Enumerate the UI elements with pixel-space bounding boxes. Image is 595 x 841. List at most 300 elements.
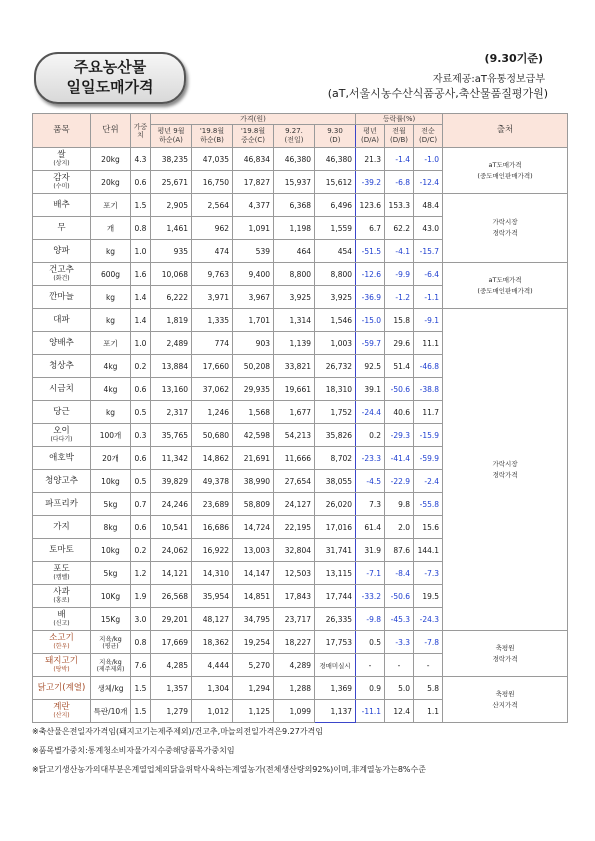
table-row bbox=[33, 194, 568, 217]
price-value: 1,198 bbox=[274, 217, 315, 240]
price-value: 14,851 bbox=[233, 585, 274, 608]
price-value: 1,546 bbox=[315, 309, 356, 332]
footnote: ※축산물은전일자가격임(돼지고기는제주제외)/건고추,마늘의전일가격은9.27가격임 bbox=[32, 727, 324, 736]
header-rate-col: 전순 (D/C) bbox=[414, 125, 443, 148]
rate-value: -41.4 bbox=[385, 447, 414, 470]
price-value: 54,213 bbox=[274, 424, 315, 447]
rate-value: 15.6 bbox=[414, 516, 443, 539]
item-name: 무 bbox=[33, 217, 91, 240]
footnotes bbox=[32, 722, 426, 779]
item-unit: 100개 bbox=[91, 424, 131, 447]
price-value: 13,884 bbox=[151, 355, 192, 378]
price-value: 50,208 bbox=[233, 355, 274, 378]
item-weight: 4.3 bbox=[131, 148, 151, 171]
price-value: 6,496 bbox=[315, 194, 356, 217]
price-value: 1,288 bbox=[274, 677, 315, 700]
price-value: 12,503 bbox=[274, 562, 315, 585]
source-cell: aT도매가격 (중도매인판매가격) bbox=[443, 148, 568, 194]
rate-value: -4.1 bbox=[385, 240, 414, 263]
item-unit: 5kg bbox=[91, 493, 131, 516]
price-value: 14,724 bbox=[233, 516, 274, 539]
item-unit: kg bbox=[91, 401, 131, 424]
rate-value: -29.3 bbox=[385, 424, 414, 447]
price-value: 464 bbox=[274, 240, 315, 263]
item-weight: 0.7 bbox=[131, 493, 151, 516]
price-value: 24,127 bbox=[274, 493, 315, 516]
price-value: 26,732 bbox=[315, 355, 356, 378]
header-price-col: 9.30 (D) bbox=[315, 125, 356, 148]
item-name: 사과 (홍로) bbox=[33, 585, 91, 608]
rate-value: -4.5 bbox=[356, 470, 385, 493]
header-rate-group: 등락률(%) bbox=[356, 114, 443, 125]
price-value: 454 bbox=[315, 240, 356, 263]
rate-value: - bbox=[356, 654, 385, 677]
price-value: 1,091 bbox=[233, 217, 274, 240]
price-value: 34,795 bbox=[233, 608, 274, 631]
price-value: 17,827 bbox=[233, 171, 274, 194]
item-name: 양파 bbox=[33, 240, 91, 263]
rate-value: 0.2 bbox=[356, 424, 385, 447]
rate-value: 0.9 bbox=[356, 677, 385, 700]
item-name: 파프리카 bbox=[33, 493, 91, 516]
price-value: 26,568 bbox=[151, 585, 192, 608]
item-name: 감자 (수미) bbox=[33, 171, 91, 194]
price-value: 1,369 bbox=[315, 677, 356, 700]
price-value: 1,314 bbox=[274, 309, 315, 332]
rate-value: 40.6 bbox=[385, 401, 414, 424]
price-value: 1,279 bbox=[151, 700, 192, 723]
source-cell: 가락시장 경락가격 bbox=[443, 309, 568, 631]
rate-value: 123.6 bbox=[356, 194, 385, 217]
item-unit: 8kg bbox=[91, 516, 131, 539]
item-name: 돼지고기 (탕박) bbox=[33, 654, 91, 677]
rate-value: 31.9 bbox=[356, 539, 385, 562]
price-value: 539 bbox=[233, 240, 274, 263]
rate-value: -59.7 bbox=[356, 332, 385, 355]
item-weight: 0.5 bbox=[131, 401, 151, 424]
item-weight: 1.5 bbox=[131, 677, 151, 700]
item-unit: 5kg bbox=[91, 562, 131, 585]
rate-value: -22.9 bbox=[385, 470, 414, 493]
rate-value: -8.4 bbox=[385, 562, 414, 585]
rate-value: 21.3 bbox=[356, 148, 385, 171]
price-value: 1,335 bbox=[192, 309, 233, 332]
price-value: 1,357 bbox=[151, 677, 192, 700]
header-rate-col: 평년 (D/A) bbox=[356, 125, 385, 148]
price-value: 1,677 bbox=[274, 401, 315, 424]
rate-value: 5.0 bbox=[385, 677, 414, 700]
rate-value: -12.6 bbox=[356, 263, 385, 286]
title-line1: 주요농산물 bbox=[73, 58, 147, 76]
price-value: 3,925 bbox=[274, 286, 315, 309]
price-value: 38,990 bbox=[233, 470, 274, 493]
item-weight: 1.5 bbox=[131, 700, 151, 723]
price-value: 1,139 bbox=[274, 332, 315, 355]
rate-value: -11.1 bbox=[356, 700, 385, 723]
price-value: 774 bbox=[192, 332, 233, 355]
price-value: 38,235 bbox=[151, 148, 192, 171]
header-item: 품목 bbox=[33, 114, 91, 148]
price-value: 14,310 bbox=[192, 562, 233, 585]
rate-value: 29.6 bbox=[385, 332, 414, 355]
price-value: 18,310 bbox=[315, 378, 356, 401]
price-value: 6,368 bbox=[274, 194, 315, 217]
price-value: 35,765 bbox=[151, 424, 192, 447]
header-price-group: 가격(원) bbox=[151, 114, 356, 125]
item-name: 청양고추 bbox=[33, 470, 91, 493]
header-source: 출처 bbox=[443, 114, 568, 148]
price-value: 9,400 bbox=[233, 263, 274, 286]
item-unit: 생체/kg bbox=[91, 677, 131, 700]
price-value: 31,741 bbox=[315, 539, 356, 562]
item-weight: 0.6 bbox=[131, 516, 151, 539]
price-table bbox=[32, 113, 568, 723]
rate-value: 61.4 bbox=[356, 516, 385, 539]
price-value: 1,125 bbox=[233, 700, 274, 723]
price-value: 19,254 bbox=[233, 631, 274, 654]
rate-value: -46.8 bbox=[414, 355, 443, 378]
rate-value: -9.8 bbox=[356, 608, 385, 631]
price-value: 3,925 bbox=[315, 286, 356, 309]
price-value: 15,612 bbox=[315, 171, 356, 194]
rate-value: -50.6 bbox=[385, 378, 414, 401]
rate-value: -2.4 bbox=[414, 470, 443, 493]
item-name: 시금치 bbox=[33, 378, 91, 401]
item-unit: 20kg bbox=[91, 148, 131, 171]
item-unit: 600g bbox=[91, 263, 131, 286]
source-provider: 자료제공:aT유통정보급부 bbox=[432, 74, 545, 85]
price-value: 8,702 bbox=[315, 447, 356, 470]
rate-value: -3.3 bbox=[385, 631, 414, 654]
rate-value: 87.6 bbox=[385, 539, 414, 562]
price-value: 42,598 bbox=[233, 424, 274, 447]
price-value: 15,937 bbox=[274, 171, 315, 194]
rate-value: 11.7 bbox=[414, 401, 443, 424]
item-unit: 10kg bbox=[91, 539, 131, 562]
item-name: 가지 bbox=[33, 516, 91, 539]
source-cell: 축평원 경락가격 bbox=[443, 631, 568, 677]
rate-value: 12.4 bbox=[385, 700, 414, 723]
price-value: 1,701 bbox=[233, 309, 274, 332]
price-value: 11,342 bbox=[151, 447, 192, 470]
item-weight: 1.9 bbox=[131, 585, 151, 608]
rate-value: -24.3 bbox=[414, 608, 443, 631]
price-value: 903 bbox=[233, 332, 274, 355]
price-value: 8,800 bbox=[274, 263, 315, 286]
price-value: 474 bbox=[192, 240, 233, 263]
price-value: 23,689 bbox=[192, 493, 233, 516]
price-value: 16,686 bbox=[192, 516, 233, 539]
table-row bbox=[33, 263, 568, 286]
item-name: 소고기 (한우) bbox=[33, 631, 91, 654]
item-weight: 0.3 bbox=[131, 424, 151, 447]
rate-value: 6.7 bbox=[356, 217, 385, 240]
date-label: (9.30기준) bbox=[484, 52, 543, 65]
price-value: 35,954 bbox=[192, 585, 233, 608]
header-weight: 가중치 bbox=[131, 114, 151, 148]
item-weight: 1.0 bbox=[131, 332, 151, 355]
price-value: 2,489 bbox=[151, 332, 192, 355]
rate-value: -7.3 bbox=[414, 562, 443, 585]
price-value: 4,444 bbox=[192, 654, 233, 677]
item-weight: 0.5 bbox=[131, 470, 151, 493]
rate-value: -55.8 bbox=[414, 493, 443, 516]
price-value: 47,035 bbox=[192, 148, 233, 171]
table-row bbox=[33, 677, 568, 700]
price-value: 6,222 bbox=[151, 286, 192, 309]
title-line2: 일일도매가격 bbox=[66, 78, 154, 96]
item-weight: 0.2 bbox=[131, 539, 151, 562]
item-name: 오이 (다다기) bbox=[33, 424, 91, 447]
price-value: 3,971 bbox=[192, 286, 233, 309]
item-name: 청상추 bbox=[33, 355, 91, 378]
price-value: 29,935 bbox=[233, 378, 274, 401]
price-value: 3,967 bbox=[233, 286, 274, 309]
price-value: 24,062 bbox=[151, 539, 192, 562]
rate-value: -24.4 bbox=[356, 401, 385, 424]
source-cell: 가락시장 경락가격 bbox=[443, 194, 568, 263]
price-value: 1,012 bbox=[192, 700, 233, 723]
price-value: 2,564 bbox=[192, 194, 233, 217]
rate-value: 144.1 bbox=[414, 539, 443, 562]
rate-value: -6.4 bbox=[414, 263, 443, 286]
rate-value: 0.5 bbox=[356, 631, 385, 654]
item-weight: 0.6 bbox=[131, 447, 151, 470]
item-name: 포도 (캠벨) bbox=[33, 562, 91, 585]
price-value: 1,304 bbox=[192, 677, 233, 700]
item-weight: 3.0 bbox=[131, 608, 151, 631]
title-badge bbox=[34, 52, 186, 104]
rate-value: -50.6 bbox=[385, 585, 414, 608]
item-unit: 개 bbox=[91, 217, 131, 240]
price-value: 11,666 bbox=[274, 447, 315, 470]
price-value: 26,335 bbox=[315, 608, 356, 631]
price-value: 32,804 bbox=[274, 539, 315, 562]
item-weight: 0.6 bbox=[131, 171, 151, 194]
price-value: 21,691 bbox=[233, 447, 274, 470]
rate-value: -15.7 bbox=[414, 240, 443, 263]
rate-value: 9.8 bbox=[385, 493, 414, 516]
item-weight: 1.4 bbox=[131, 286, 151, 309]
price-value: 26,020 bbox=[315, 493, 356, 516]
item-weight: 0.8 bbox=[131, 631, 151, 654]
price-value: 18,227 bbox=[274, 631, 315, 654]
price-value: 48,127 bbox=[192, 608, 233, 631]
price-value: 22,195 bbox=[274, 516, 315, 539]
item-unit: 20개 bbox=[91, 447, 131, 470]
item-unit: 10kg bbox=[91, 470, 131, 493]
item-name: 닭고기(계열) bbox=[33, 677, 91, 700]
price-value: 1,819 bbox=[151, 309, 192, 332]
item-name: 계란 (산지) bbox=[33, 700, 91, 723]
rate-value: -1.0 bbox=[414, 148, 443, 171]
rate-value: 19.5 bbox=[414, 585, 443, 608]
item-unit: 20kg bbox=[91, 171, 131, 194]
price-value: 29,201 bbox=[151, 608, 192, 631]
source-cell: 축평원 산지가격 bbox=[443, 677, 568, 723]
price-value: 1,559 bbox=[315, 217, 356, 240]
price-value: 14,862 bbox=[192, 447, 233, 470]
rate-value: 5.8 bbox=[414, 677, 443, 700]
rate-value: 153.3 bbox=[385, 194, 414, 217]
item-weight: 1.5 bbox=[131, 194, 151, 217]
header-unit: 단위 bbox=[91, 114, 131, 148]
price-value: 1,137 bbox=[315, 700, 356, 723]
item-weight: 7.6 bbox=[131, 654, 151, 677]
rate-value: -9.1 bbox=[414, 309, 443, 332]
price-value: 19,661 bbox=[274, 378, 315, 401]
item-unit: 특란/10개 bbox=[91, 700, 131, 723]
table-row bbox=[33, 309, 568, 332]
price-value: 17,016 bbox=[315, 516, 356, 539]
item-unit: kg bbox=[91, 286, 131, 309]
item-unit: 10Kg bbox=[91, 585, 131, 608]
item-name: 당근 bbox=[33, 401, 91, 424]
item-name: 건고추 (화건) bbox=[33, 263, 91, 286]
rate-value: -9.9 bbox=[385, 263, 414, 286]
rate-value: -38.8 bbox=[414, 378, 443, 401]
item-unit: 15Kg bbox=[91, 608, 131, 631]
price-value: 14,147 bbox=[233, 562, 274, 585]
item-unit: 4kg bbox=[91, 378, 131, 401]
price-value: 9,763 bbox=[192, 263, 233, 286]
rate-value: -59.9 bbox=[414, 447, 443, 470]
item-weight: 0.6 bbox=[131, 378, 151, 401]
item-name: 배추 bbox=[33, 194, 91, 217]
rate-value: -12.4 bbox=[414, 171, 443, 194]
item-unit: 포기 bbox=[91, 194, 131, 217]
price-value: 5,270 bbox=[233, 654, 274, 677]
price-value: 37,062 bbox=[192, 378, 233, 401]
price-value: 16,922 bbox=[192, 539, 233, 562]
price-value: 935 bbox=[151, 240, 192, 263]
price-value: 1,003 bbox=[315, 332, 356, 355]
item-weight: 1.2 bbox=[131, 562, 151, 585]
item-name: 토마토 bbox=[33, 539, 91, 562]
item-name: 애호박 bbox=[33, 447, 91, 470]
item-unit: 지육/kg (평균) bbox=[91, 631, 131, 654]
price-value: 10,541 bbox=[151, 516, 192, 539]
price-value: 33,821 bbox=[274, 355, 315, 378]
price-value: 24,246 bbox=[151, 493, 192, 516]
price-value: 8,800 bbox=[315, 263, 356, 286]
price-value: 1,246 bbox=[192, 401, 233, 424]
rate-value: -36.9 bbox=[356, 286, 385, 309]
price-value: 18,362 bbox=[192, 631, 233, 654]
price-value: 1,568 bbox=[233, 401, 274, 424]
item-unit: kg bbox=[91, 309, 131, 332]
item-name: 쌀 (상지) bbox=[33, 148, 91, 171]
table-row bbox=[33, 148, 568, 171]
rate-value: -45.3 bbox=[385, 608, 414, 631]
rate-value: 48.4 bbox=[414, 194, 443, 217]
price-value: 경매미실시 bbox=[315, 654, 356, 677]
rate-value: 92.5 bbox=[356, 355, 385, 378]
price-value: 4,289 bbox=[274, 654, 315, 677]
price-value: 1,294 bbox=[233, 677, 274, 700]
rate-value: -15.0 bbox=[356, 309, 385, 332]
price-value: 17,660 bbox=[192, 355, 233, 378]
price-value: 17,744 bbox=[315, 585, 356, 608]
rate-value: - bbox=[414, 654, 443, 677]
price-value: 14,121 bbox=[151, 562, 192, 585]
header-price-col: 평년 9월 하순(A) bbox=[151, 125, 192, 148]
rate-value: 7.3 bbox=[356, 493, 385, 516]
rate-value: 62.2 bbox=[385, 217, 414, 240]
price-value: 16,750 bbox=[192, 171, 233, 194]
price-value: 23,717 bbox=[274, 608, 315, 631]
rate-value: -23.3 bbox=[356, 447, 385, 470]
item-weight: 0.2 bbox=[131, 355, 151, 378]
price-value: 1,752 bbox=[315, 401, 356, 424]
item-name: 깐마늘 bbox=[33, 286, 91, 309]
price-value: 1,461 bbox=[151, 217, 192, 240]
rate-value: 11.1 bbox=[414, 332, 443, 355]
price-value: 13,160 bbox=[151, 378, 192, 401]
item-name: 대파 bbox=[33, 309, 91, 332]
rate-value: -1.4 bbox=[385, 148, 414, 171]
rate-value: 51.4 bbox=[385, 355, 414, 378]
item-unit: 포기 bbox=[91, 332, 131, 355]
price-value: 46,834 bbox=[233, 148, 274, 171]
rate-value: -6.8 bbox=[385, 171, 414, 194]
footnote: ※품목별가중치:통계청소비자물가지수중해당품목가중치임 bbox=[32, 746, 235, 755]
header-price-col: '19.8월 하순(B) bbox=[192, 125, 233, 148]
price-value: 46,380 bbox=[274, 148, 315, 171]
rate-value: -1.2 bbox=[385, 286, 414, 309]
price-value: 17,753 bbox=[315, 631, 356, 654]
item-unit: 지육/kg (제주제외) bbox=[91, 654, 131, 677]
item-weight: 1.4 bbox=[131, 309, 151, 332]
price-value: 38,055 bbox=[315, 470, 356, 493]
rate-value: -39.2 bbox=[356, 171, 385, 194]
price-value: 25,671 bbox=[151, 171, 192, 194]
price-value: 2,317 bbox=[151, 401, 192, 424]
price-value: 4,285 bbox=[151, 654, 192, 677]
price-value: 39,829 bbox=[151, 470, 192, 493]
item-unit: 4kg bbox=[91, 355, 131, 378]
price-value: 58,809 bbox=[233, 493, 274, 516]
rate-value: -33.2 bbox=[356, 585, 385, 608]
item-weight: 0.8 bbox=[131, 217, 151, 240]
header-price-col: '19.8월 중순(C) bbox=[233, 125, 274, 148]
price-value: 46,380 bbox=[315, 148, 356, 171]
price-value: 13,003 bbox=[233, 539, 274, 562]
price-value: 10,068 bbox=[151, 263, 192, 286]
price-value: 17,669 bbox=[151, 631, 192, 654]
price-value: 49,378 bbox=[192, 470, 233, 493]
source-agencies: (aT,서울시농수산식품공사,축산물품질평가원) bbox=[327, 87, 548, 100]
item-weight: 1.0 bbox=[131, 240, 151, 263]
rate-value: 1.1 bbox=[414, 700, 443, 723]
price-value: 1,099 bbox=[274, 700, 315, 723]
price-value: 17,843 bbox=[274, 585, 315, 608]
price-value: 4,377 bbox=[233, 194, 274, 217]
price-value: 50,680 bbox=[192, 424, 233, 447]
price-value: 2,905 bbox=[151, 194, 192, 217]
item-unit: kg bbox=[91, 240, 131, 263]
rate-value: -15.9 bbox=[414, 424, 443, 447]
rate-value: 15.8 bbox=[385, 309, 414, 332]
footnote: ※닭고기생산농가의대부분은계열업체의닭을위탁사육하는계열농가(전체생산량의92%)이며,非계열농가는8%수준 bbox=[32, 765, 426, 774]
price-value: 35,826 bbox=[315, 424, 356, 447]
header-price-col: 9.27. (전일) bbox=[274, 125, 315, 148]
rate-value: 43.0 bbox=[414, 217, 443, 240]
price-value: 962 bbox=[192, 217, 233, 240]
table-row bbox=[33, 631, 568, 654]
rate-value: -7.1 bbox=[356, 562, 385, 585]
rate-value: 39.1 bbox=[356, 378, 385, 401]
